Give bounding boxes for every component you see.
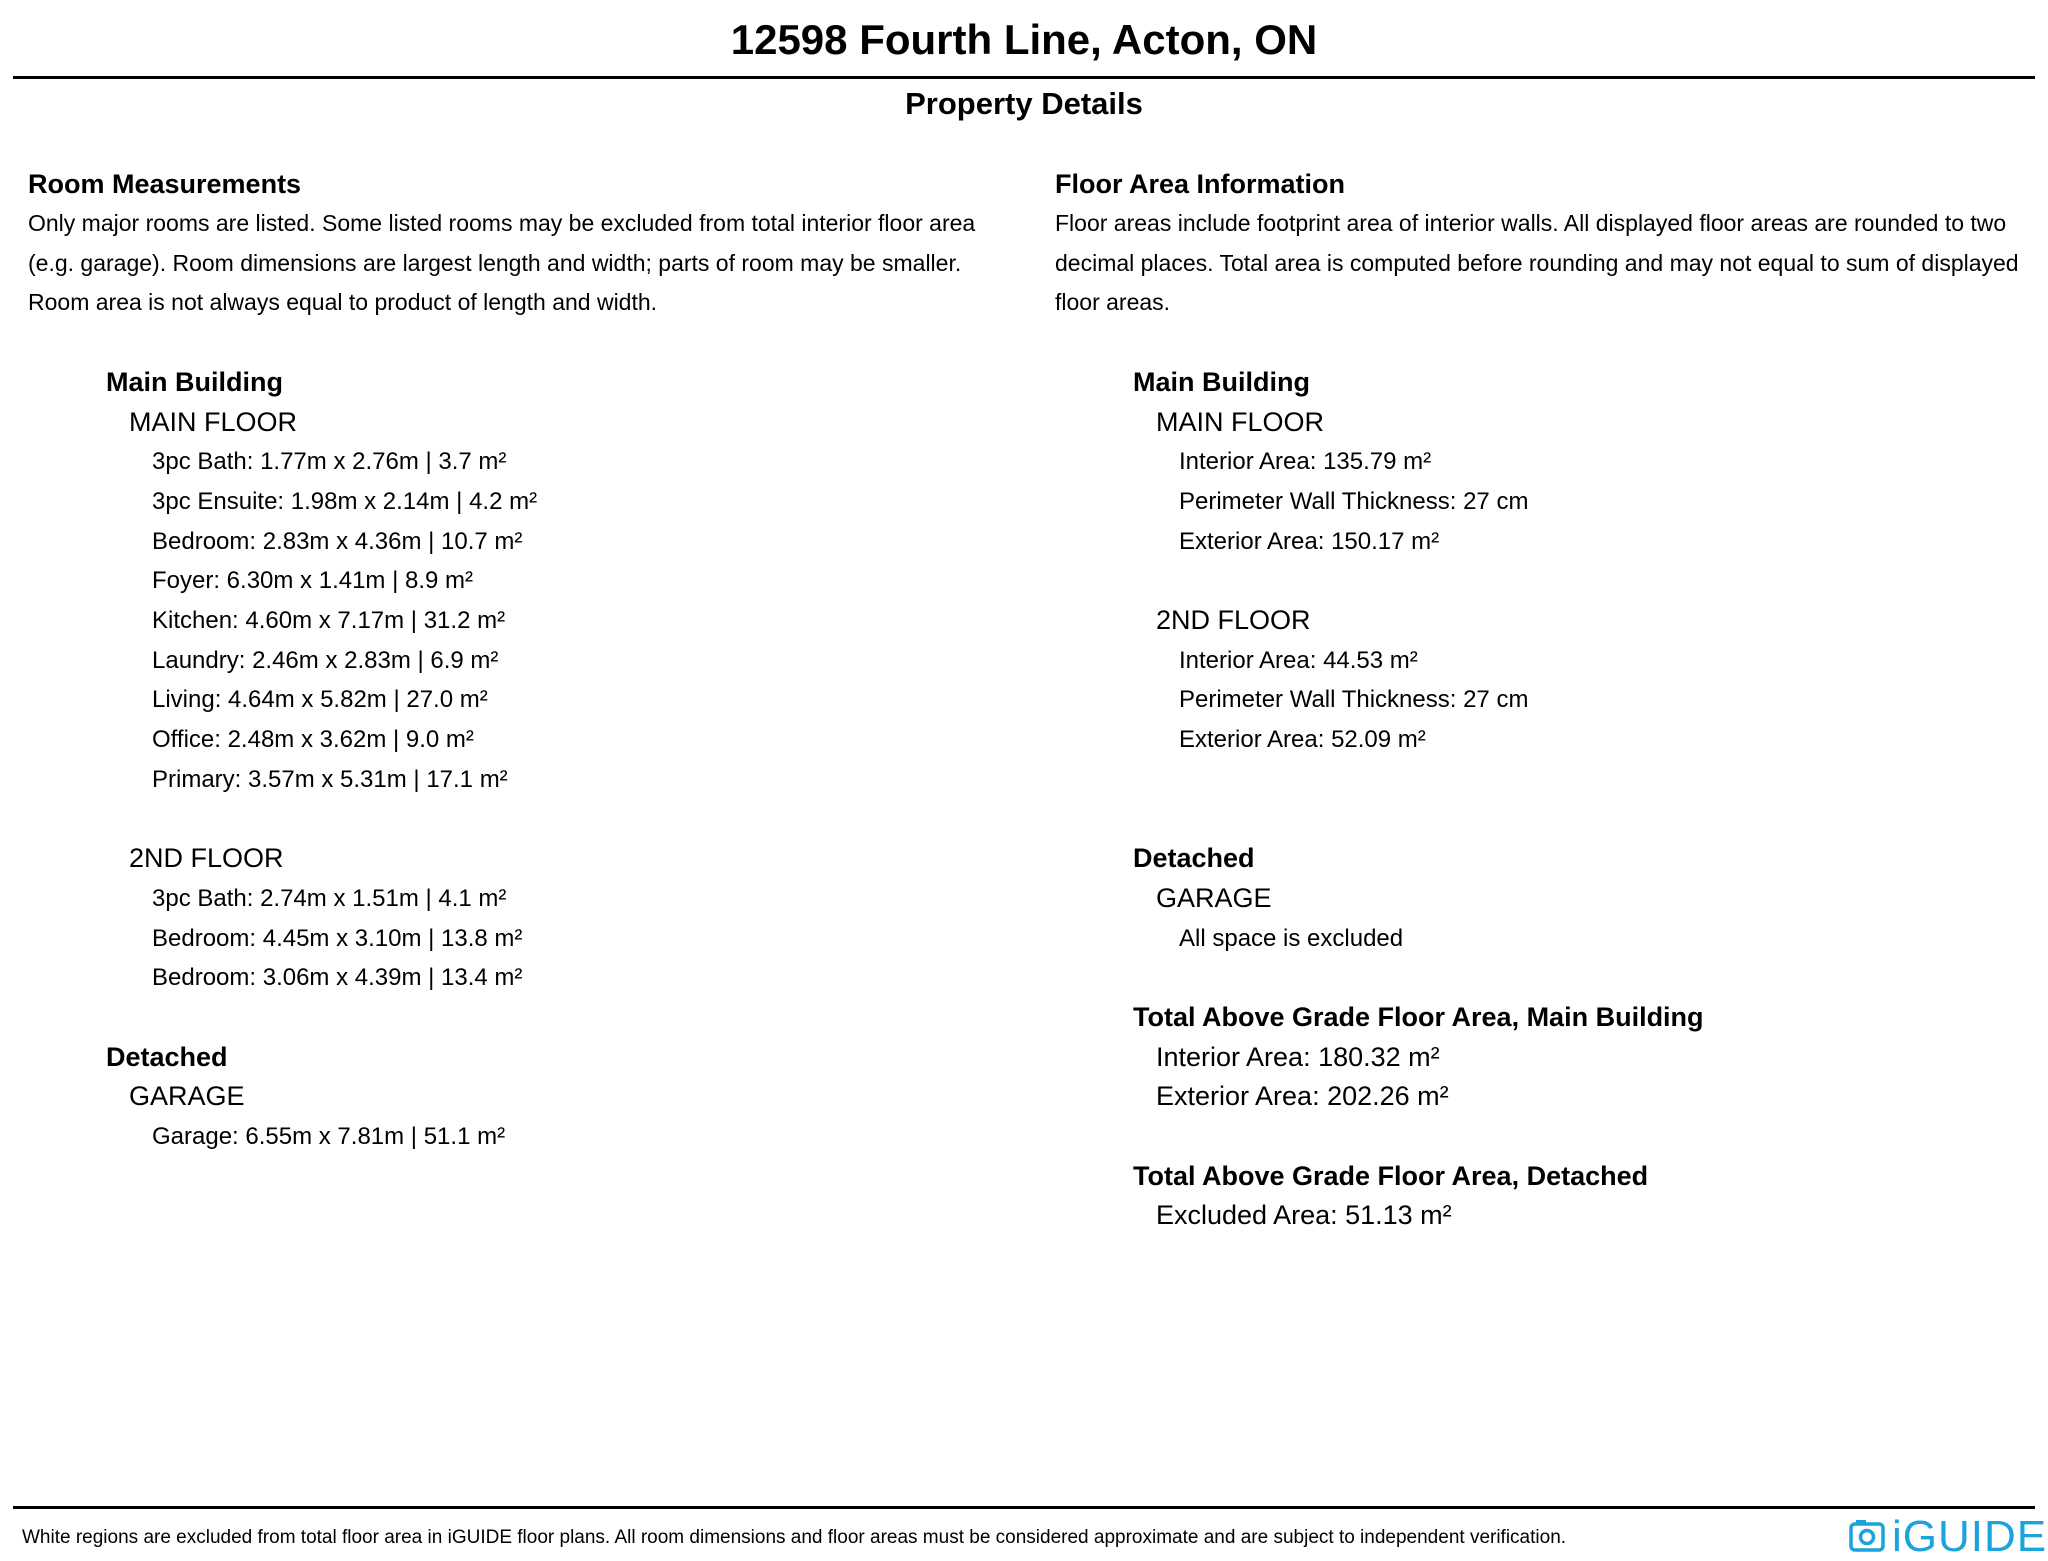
detached-label: Detached xyxy=(1133,843,1255,874)
bottom-divider xyxy=(13,1506,2035,1509)
garage-label: GARAGE xyxy=(1156,882,1272,913)
room-item: Kitchen: 4.60m x 7.17m | 31.2 m² xyxy=(152,607,506,635)
floor-area-section xyxy=(1055,164,2045,1236)
iguide-logo xyxy=(1848,1514,2047,1560)
room-item: Foyer: 6.30m x 1.41m | 8.9 m² xyxy=(152,567,474,595)
room-item: Primary: 3.57m x 5.31m | 17.1 m² xyxy=(152,765,508,793)
room-item: 3pc Ensuite: 1.98m x 2.14m | 4.2 m² xyxy=(152,487,538,515)
room-item: 3pc Bath: 2.74m x 1.51m | 4.1 m² xyxy=(152,884,507,912)
area-item: Exterior Area: 150.17 m² xyxy=(1179,527,1440,555)
page-title: 12598 Fourth Line, Acton, ON xyxy=(730,16,1318,63)
room-item: 3pc Bath: 1.77m x 2.76m | 3.7 m² xyxy=(152,448,507,476)
footer-disclaimer: White regions are excluded from total floor area in iGUIDE floor plans. All room dimensions and floor areas must be considered approximate and are subject to independent verification. xyxy=(22,1527,1567,1548)
logo-text: iGUIDE xyxy=(1892,1512,2048,1561)
room-item: Garage: 6.55m x 7.81m | 51.1 m² xyxy=(152,1123,506,1151)
room-measurements-intro-line: Room area is not always equal to product of length and width. xyxy=(28,289,658,316)
total-detached-label: Total Above Grade Floor Area, Detached xyxy=(1133,1160,1649,1191)
total-main-building-label: Total Above Grade Floor Area, Main Building xyxy=(1133,1001,1704,1032)
total-item: Excluded Area: 51.13 m² xyxy=(1156,1200,1452,1231)
room-item: Bedroom: 2.83m x 4.36m | 10.7 m² xyxy=(152,527,523,555)
second-floor-label: 2ND FLOOR xyxy=(1156,605,1311,635)
floor-area-intro-line: floor areas. xyxy=(1055,289,1171,316)
room-item: Bedroom: 3.06m x 4.39m | 13.4 m² xyxy=(152,964,523,992)
room-measurements-intro-line: (e.g. garage). Room dimensions are largest length and width; parts of room may be smaller. xyxy=(28,249,962,276)
total-item: Exterior Area: 202.26 m² xyxy=(1156,1081,1449,1112)
area-item: Exterior Area: 52.09 m² xyxy=(1179,726,1426,754)
main-building-label: Main Building xyxy=(106,366,283,397)
floor-area-heading: Floor Area Information xyxy=(1055,169,1346,199)
area-item: Perimeter Wall Thickness: 27 cm xyxy=(1179,487,1529,515)
main-floor-label: MAIN FLOOR xyxy=(1156,406,1325,437)
room-item: Office: 2.48m x 3.62m | 9.0 m² xyxy=(152,726,474,754)
room-item: Living: 4.64m x 5.82m | 27.0 m² xyxy=(152,686,488,714)
total-item: Interior Area: 180.32 m² xyxy=(1156,1041,1440,1072)
camera-icon xyxy=(1848,1517,1888,1557)
page-subtitle: Property Details xyxy=(905,86,1143,121)
room-measurements-section xyxy=(28,164,1028,1157)
area-item: Interior Area: 135.79 m² xyxy=(1179,448,1432,476)
floor-area-intro-line: decimal places. Total area is computed before rounding and may not equal to sum of displayed xyxy=(1055,249,2019,276)
detached-label: Detached xyxy=(106,1041,228,1072)
area-item: All space is excluded xyxy=(1179,924,1404,952)
room-measurements-intro-line: Only major rooms are listed. Some listed rooms may be excluded from total interior floor area xyxy=(28,210,976,236)
garage-label: GARAGE xyxy=(129,1081,245,1112)
area-item: Perimeter Wall Thickness: 27 cm xyxy=(1179,686,1529,714)
room-item: Laundry: 2.46m x 2.83m | 6.9 m² xyxy=(152,646,499,674)
main-floor-label: MAIN FLOOR xyxy=(129,406,298,437)
second-floor-label: 2ND FLOOR xyxy=(129,843,284,874)
top-divider xyxy=(13,76,2035,79)
room-item: Bedroom: 4.45m x 3.10m | 13.8 m² xyxy=(152,924,523,952)
floor-area-intro-line: Floor areas include footprint area of interior walls. All displayed floor areas are rounded to two xyxy=(1055,210,2007,236)
area-item: Interior Area: 44.53 m² xyxy=(1179,646,1418,674)
main-building-label: Main Building xyxy=(1133,366,1310,397)
room-measurements-heading: Room Measurements xyxy=(28,169,302,199)
